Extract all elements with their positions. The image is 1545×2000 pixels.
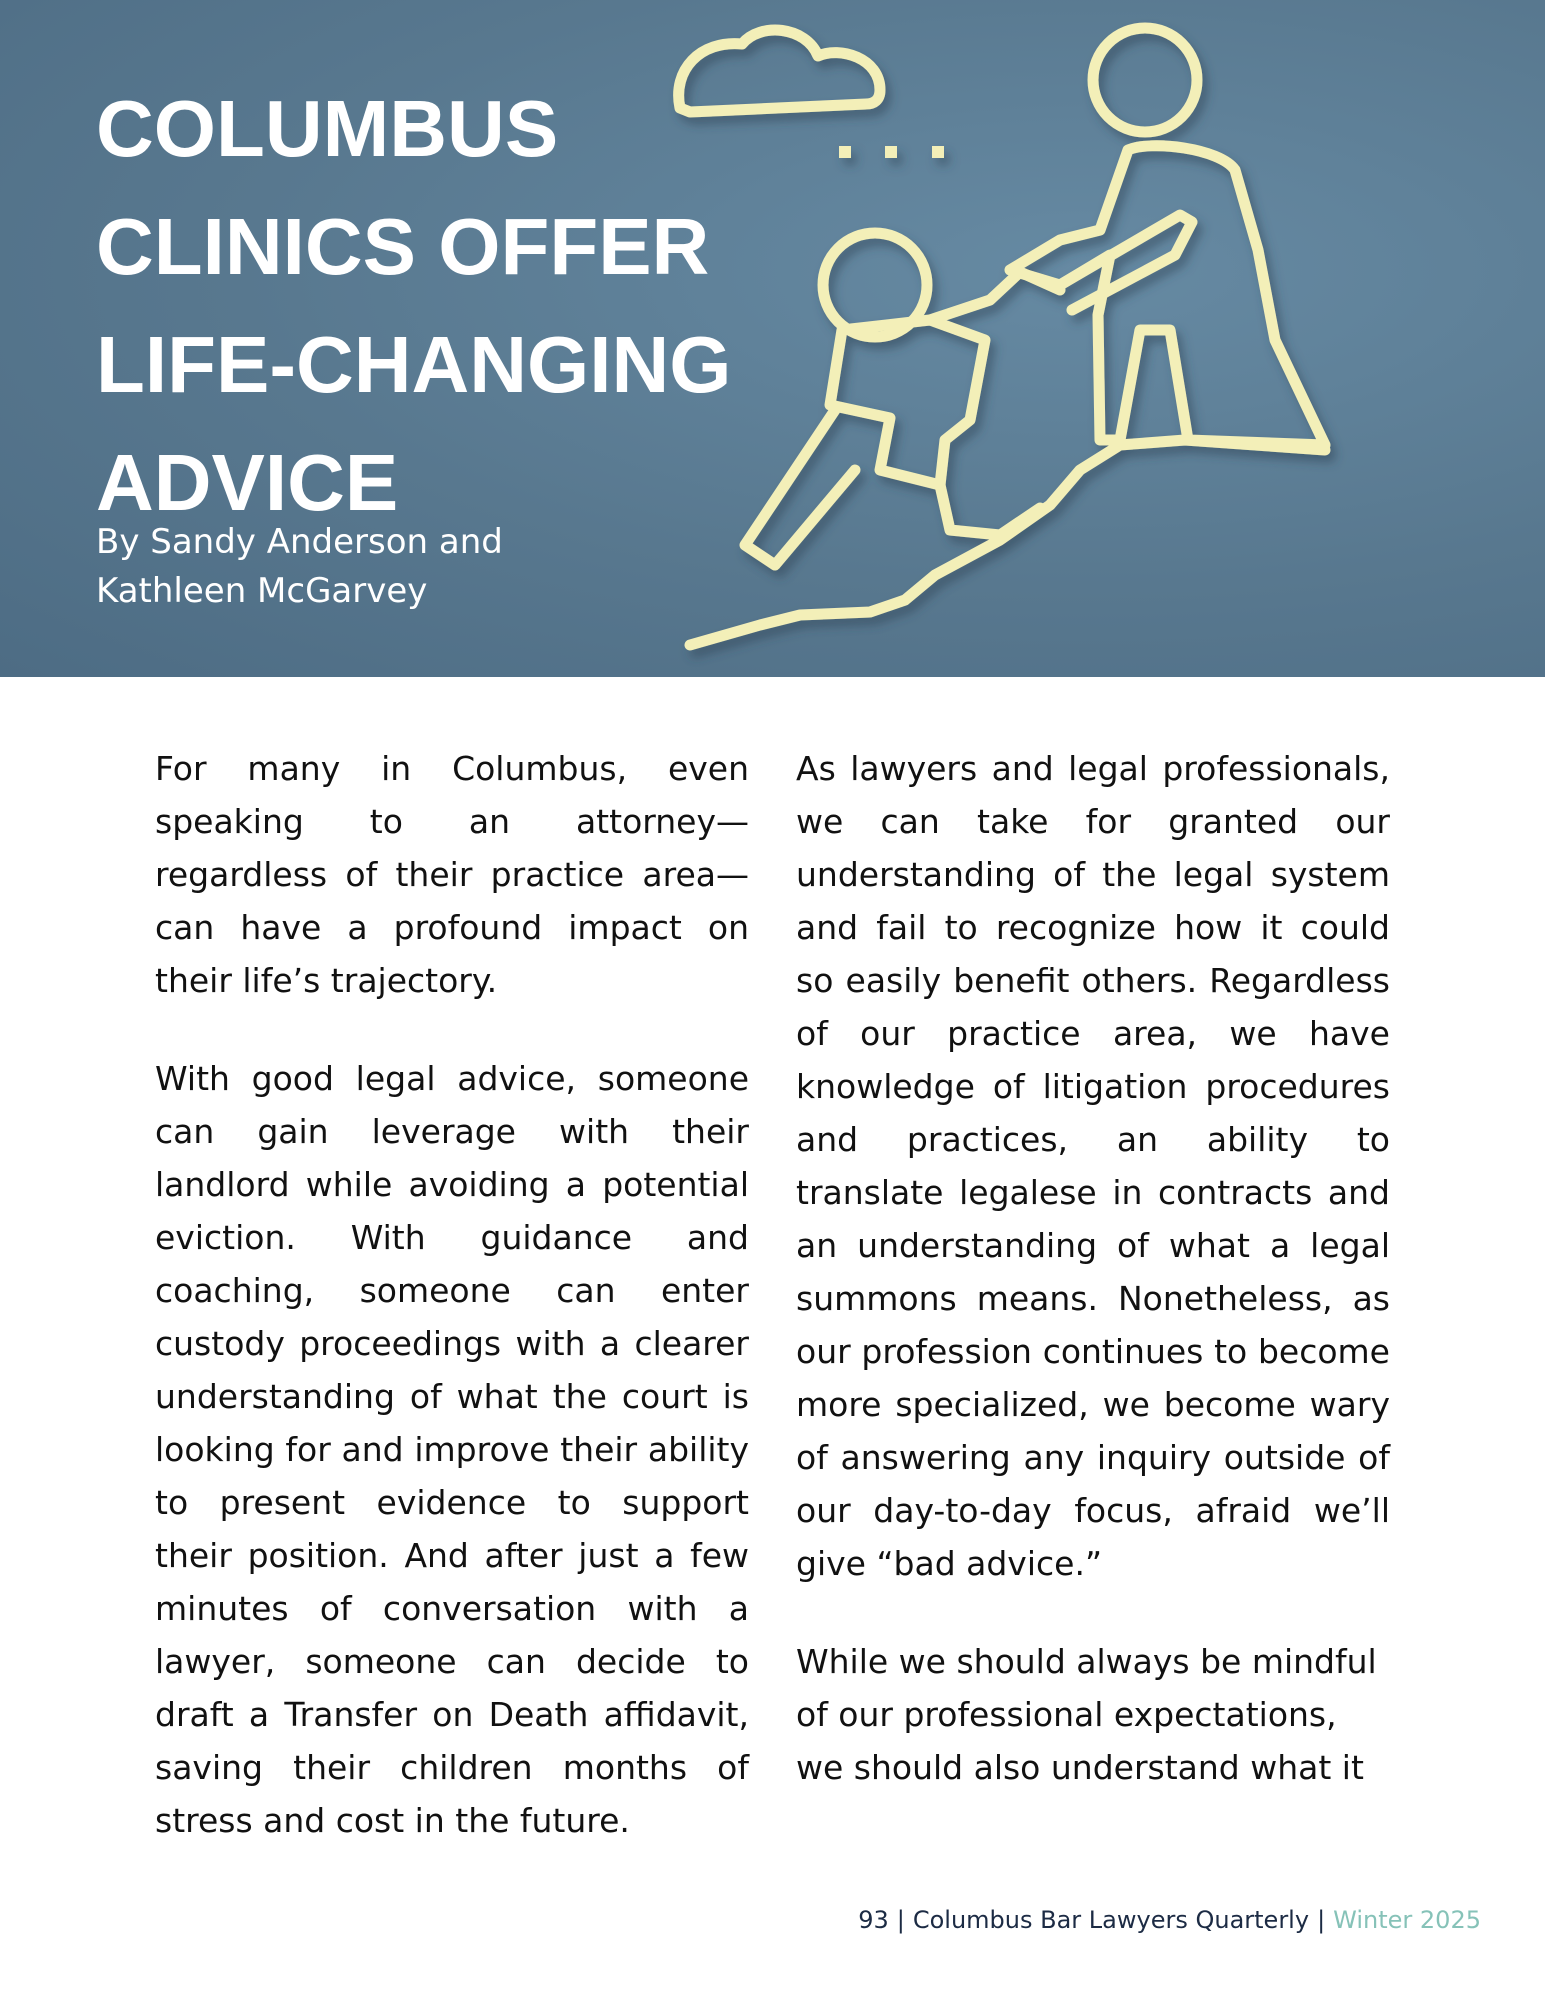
article-paragraph: While we should always be mindful of our professional expectations, we should also understand what it: [796, 1642, 1377, 1787]
issue-label: Winter 2025: [1333, 1906, 1481, 1934]
helping-hand-climb-icon: [660, 0, 1360, 677]
slope-shape: [690, 440, 1325, 645]
article-column-right: [796, 742, 1390, 1794]
page-footer: [858, 1900, 1481, 1940]
ellipsis-dot: [885, 146, 897, 158]
hero-banner: [0, 0, 1545, 677]
footer-divider: |: [1317, 1906, 1326, 1934]
footer-divider: |: [896, 1906, 905, 1934]
speech-cloud-shape: [679, 30, 880, 112]
page-number: 93: [858, 1906, 889, 1934]
byline: [96, 518, 616, 616]
helper-arm-shape: [1060, 215, 1192, 310]
ellipsis-dot: [932, 146, 944, 158]
title-line: COLUMBUS: [96, 84, 559, 173]
title-line: ADVICE: [96, 438, 399, 527]
title-line: CLINICS OFFER: [96, 202, 710, 291]
climber-arm-shape: [930, 272, 1060, 320]
helper-body-shape: [1010, 146, 1325, 445]
climber-body-shape: [830, 320, 985, 485]
climber-leg-shape: [745, 410, 855, 565]
helper-head-shape: [1093, 28, 1197, 132]
article-paragraph: As lawyers and legal professionals, we can take for granted our understanding of the legal system and fail to recognize how it could so easily benefit others. Regardless of our practice area, we have knowledge of litigation procedures and practices, an ability to translate legalese in contracts and an understanding of what a legal summons means. Nonetheless, as our profession continues to become more specialized, we become wary of answering any inquiry outside of our day-to-day focus, afraid we’ll give “bad advice.”: [796, 749, 1390, 1583]
article-paragraph: With good legal advice, someone can gain leverage with their landlord while avoiding a potential eviction. With guidance and coaching, someone can enter custody proceedings with a clearer understanding of what the court is looking for and improve their ability to present evidence to support their position. And after just a few minutes of conversation with a lawyer, someone can decide to draft a Transfer on Death affidavit, saving their children months of stress and cost in the future.: [155, 1059, 749, 1840]
publication-name: Columbus Bar Lawyers Quarterly: [912, 1906, 1310, 1934]
article-paragraph: For many in Columbus, even speaking to an attorney—regardless of their practice area—can have a profound impact on their life’s trajectory.: [155, 749, 749, 1000]
byline-line: By Sandy Anderson and: [96, 522, 503, 562]
ellipsis-dot: [839, 146, 851, 158]
article-column-left: [155, 742, 749, 1847]
byline-line: Kathleen McGarvey: [96, 571, 428, 611]
title-line: LIFE-CHANGING: [96, 320, 732, 409]
